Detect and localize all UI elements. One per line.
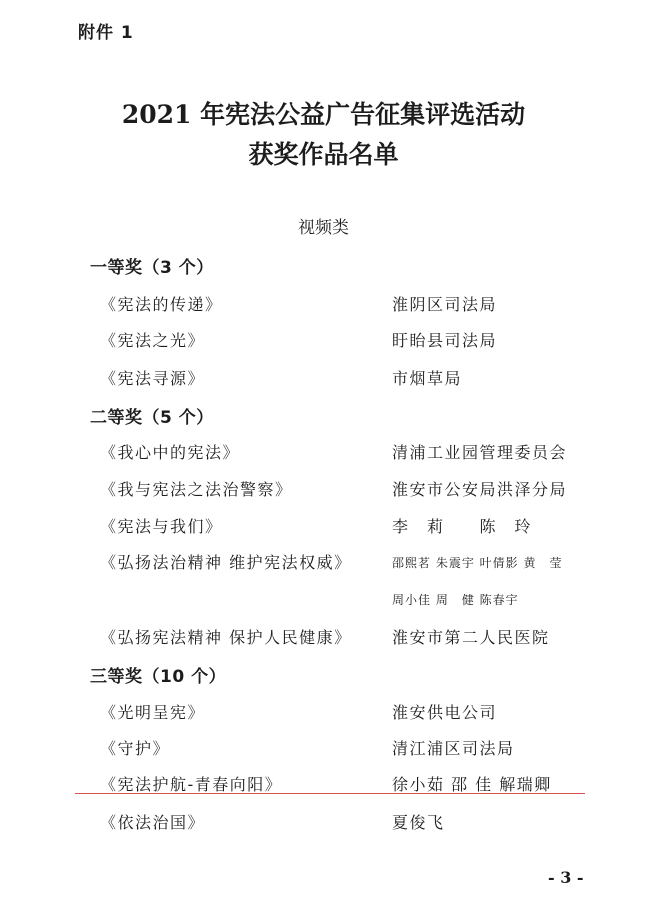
award-unit: 邵熙茗 朱震宇 叶倩影 黄 莹 xyxy=(392,556,563,570)
category-heading: 视频类 xyxy=(298,218,349,238)
page-title: 2021 年宪法公益广告征集评选活动 xyxy=(121,100,526,129)
work-title: 《宪法之光》 xyxy=(100,331,206,350)
work-title: 《守护》 xyxy=(100,739,171,758)
work-title: 《依法治国》 xyxy=(100,813,206,832)
work-title: 《弘扬法治精神 维护宪法权威》 xyxy=(100,553,352,572)
award-unit: 淮安供电公司 xyxy=(392,703,498,722)
award-unit: 徐小茹 邵 佳 解瑞卿 xyxy=(392,775,552,794)
award-unit: 清浦工业园管理委员会 xyxy=(392,443,568,462)
award-unit: 李 莉 陈 玲 xyxy=(392,517,533,536)
work-title: 《宪法的传递》 xyxy=(100,295,223,314)
prize-heading-first: 一等奖（3 个） xyxy=(90,258,214,278)
work-title: 《我心中的宪法》 xyxy=(100,443,241,462)
award-unit: 夏俊飞 xyxy=(392,813,445,832)
prize-heading-second: 二等奖（5 个） xyxy=(90,408,214,428)
work-title: 《宪法与我们》 xyxy=(100,517,223,536)
work-title: 《弘扬宪法精神 保护人民健康》 xyxy=(100,628,352,647)
page-number: - 3 - xyxy=(548,868,584,887)
page-divider xyxy=(75,793,585,794)
work-title: 《宪法护航-青春向阳》 xyxy=(100,775,283,794)
award-unit: 市烟草局 xyxy=(392,369,463,388)
award-unit: 清江浦区司法局 xyxy=(392,739,515,758)
award-unit-continued: 周小佳 周 健 陈春宇 xyxy=(392,593,519,607)
award-unit: 盱眙县司法局 xyxy=(392,331,498,350)
work-title: 《我与宪法之法治警察》 xyxy=(100,480,293,499)
work-title: 《宪法寻源》 xyxy=(100,369,206,388)
award-unit: 淮阴区司法局 xyxy=(392,295,498,314)
page-subtitle: 获奖作品名单 xyxy=(248,140,399,169)
prize-heading-third: 三等奖（10 个） xyxy=(90,667,227,687)
work-title: 《光明呈宪》 xyxy=(100,703,206,722)
award-unit: 淮安市公安局洪泽分局 xyxy=(392,480,568,499)
award-unit: 淮安市第二人民医院 xyxy=(392,628,550,647)
attachment-label: 附件 1 xyxy=(78,23,134,43)
